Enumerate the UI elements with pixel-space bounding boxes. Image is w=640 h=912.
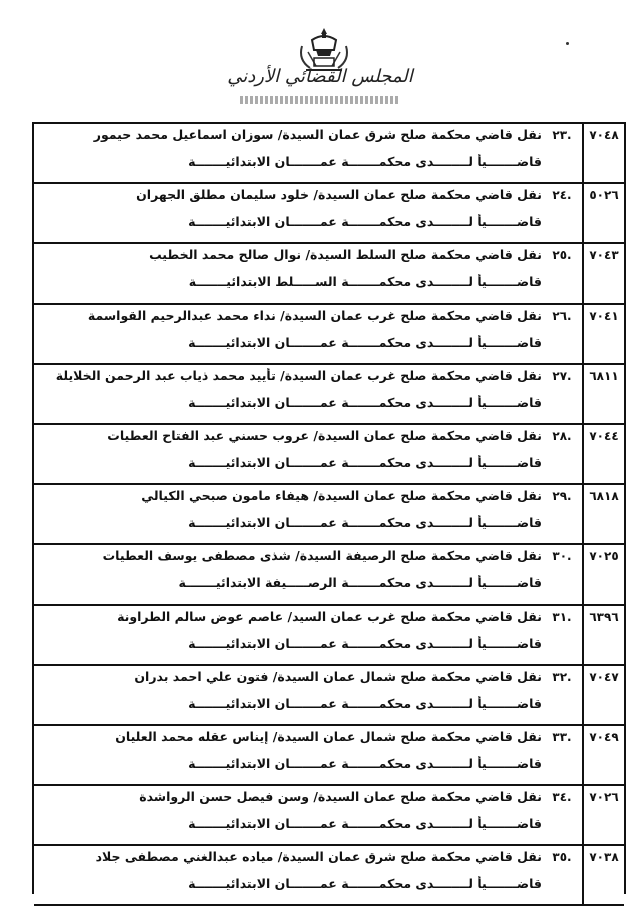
row-transfer-text: نقل قاضي محكمة صلح شرق عمان السيدة/ سوزان اسماعيل محمد حيمور [93, 127, 542, 142]
row-destination-text: قاضـــــــيأ لــــــــدى محكمـــــــة عمـــــــان الابتدائيـــــــة [188, 635, 542, 651]
row-number: .٣٠ [552, 549, 572, 564]
row-number: .٢٨ [552, 428, 572, 443]
row-code: ٧٠٢٥ [582, 545, 624, 603]
row-transfer-text: نقل قاضي محكمة صلح شمال عمان السيدة/ إيناس عقله محمد العليان [115, 728, 542, 744]
row-destination-text: قاضـــــــيأ لــــــــدى محكمـــــــة الرصـــــيفة الابتدائيـــــــة [178, 575, 542, 591]
row-destination-text: قاضـــــــيأ لــــــــدى محكمـــــــة عمـــــــان الابتدائيـــــــة [188, 816, 542, 832]
row-transfer-text: نقل قاضي محكمة صلح غرب عمان السيد/ عاصم عوض سالم الطراونة [117, 608, 542, 624]
row-destination-text: قاضـــــــيأ لــــــــدى محكمـــــــة عمـــــــان الابتدائيـــــــة [188, 876, 542, 892]
row-destination-text: قاضـــــــيأ لــــــــدى محكمـــــــة عمـــــــان الابتدائيـــــــة [188, 454, 542, 470]
table-row [34, 244, 624, 304]
row-code: ٧٠٤٤ [582, 425, 624, 483]
row-destination-text: قاضـــــــيأ لــــــــدى محكمـــــــة عمـــــــان الابتدائيـــــــة [188, 214, 542, 230]
row-number: .٢٤ [552, 188, 572, 203]
row-code: ٦٨١١ [582, 365, 624, 423]
row-number: .٣٢ [552, 669, 572, 684]
row-code: ٧٠٣٨ [582, 846, 624, 904]
row-code: ٧٠٤٨ [582, 124, 624, 182]
row-transfer-text: نقل قاضي محكمة صلح غرب عمان السيدة/ تأييد محمد ذياب عبد الرحمن الخلايلة [55, 367, 542, 383]
row-transfer-text: نقل قاضي محكمة صلح عمان السيدة/ هيفاء مامون صبحي الكيالي [141, 488, 542, 504]
row-destination-text: قاضـــــــيأ لــــــــدى محكمـــــــة عمـــــــان الابتدائيـــــــة [188, 695, 542, 711]
row-number: .٣٣ [552, 729, 572, 744]
table-row [34, 305, 624, 365]
row-number: .٢٧ [552, 368, 572, 383]
row-code: ٧٠٤١ [582, 305, 624, 363]
row-code: ٥٠٢٦ [582, 184, 624, 242]
row-transfer-text: نقل قاضي محكمة صلح الرصيفة السيدة/ شذى مصطفى يوسف العطيات [102, 548, 542, 564]
row-transfer-text: نقل قاضي محكمة صلح عمان السيدة/ وسن فيصل حسن الرواشدة [139, 789, 542, 805]
row-code: ٧٠٤٣ [582, 244, 624, 302]
row-destination-text: قاضـــــــيأ لــــــــدى محكمـــــــة عمـــــــان الابتدائيـــــــة [188, 154, 542, 169]
table-row [34, 726, 624, 786]
row-destination-text: قاضـــــــيأ لــــــــدى محكمـــــــة الســـــلط الابتدائيـــــــة [188, 274, 542, 290]
row-destination-text: قاضـــــــيأ لــــــــدى محكمـــــــة عمـــــــان الابتدائيـــــــة [188, 334, 542, 350]
council-name: المجلس القضائي الأردني [227, 66, 413, 87]
row-destination-text: قاضـــــــيأ لــــــــدى محكمـــــــة عمـــــــان الابتدائيـــــــة [188, 755, 542, 771]
row-transfer-text: نقل قاضي محكمة صلح السلط السيدة/ نوال صالح محمد الخطيب [149, 247, 542, 263]
row-transfer-text: نقل قاضي محكمة صلح عمان السيدة/ عروب حسني عبد الفتاح العطيات [107, 427, 542, 443]
table-row [34, 786, 624, 846]
transfers-table [32, 122, 626, 894]
row-code: ٧٠٤٩ [582, 726, 624, 784]
table-row [34, 666, 624, 726]
row-code: ٧٠٤٧ [582, 666, 624, 724]
table-row [34, 365, 624, 425]
table-row [34, 545, 624, 605]
table-row [34, 485, 624, 545]
council-subtitle-decoration [240, 96, 400, 104]
table-row [34, 184, 624, 244]
row-transfer-text: نقل قاضي محكمة صلح عمان السيدة/ خلود سليمان مطلق الجهران [136, 187, 542, 203]
row-number: .٣١ [552, 609, 572, 624]
row-destination-text: قاضـــــــيأ لــــــــدى محكمـــــــة عمـــــــان الابتدائيـــــــة [188, 394, 542, 410]
row-number: .٢٥ [552, 248, 572, 263]
row-number: .٣٤ [552, 790, 572, 805]
table-row [34, 124, 624, 184]
row-code: ٧٠٢٦ [582, 786, 624, 844]
speck [566, 42, 569, 45]
row-number: .٢٩ [552, 489, 572, 504]
row-number: .٢٦ [552, 308, 572, 323]
row-number: .٣٥ [552, 850, 572, 865]
table-row [34, 425, 624, 485]
row-code: ٦٣٩٦ [582, 606, 624, 664]
row-code: ٦٨١٨ [582, 485, 624, 543]
row-transfer-text: نقل قاضي محكمة صلح شمال عمان السيدة/ فتون علي احمد بدران [134, 668, 542, 684]
table-row [34, 846, 624, 906]
row-number: .٢٣ [552, 128, 572, 142]
row-transfer-text: نقل قاضي محكمة صلح غرب عمان السيدة/ نداء محمد عبدالرحيم القواسمة [87, 307, 542, 323]
row-transfer-text: نقل قاضي محكمة صلح شرق عمان السيدة/ مياده عبدالغني مصطفى جلاد [95, 849, 542, 865]
letterhead [0, 0, 640, 118]
row-destination-text: قاضـــــــيأ لــــــــدى محكمـــــــة عمـــــــان الابتدائيـــــــة [188, 515, 542, 531]
table-row [34, 606, 624, 666]
